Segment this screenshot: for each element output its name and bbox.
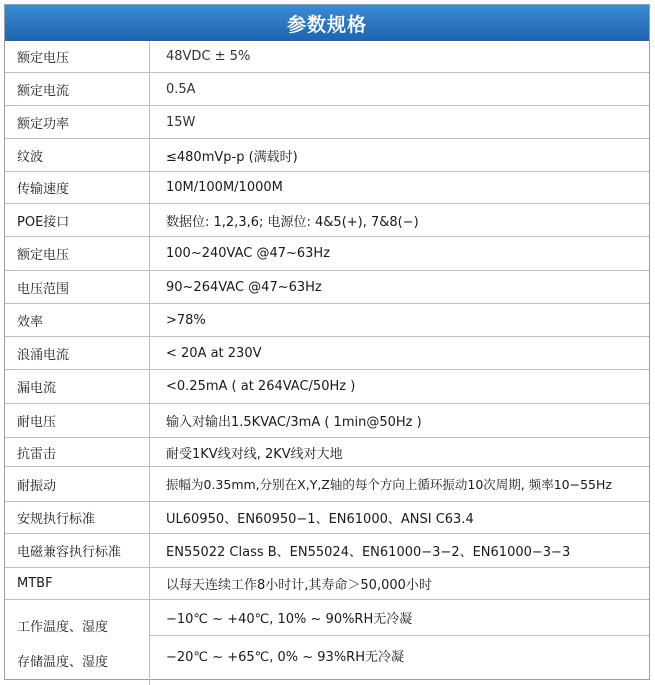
operating-env-value: −10℃ ~ +40℃, 10% ~ 90%RH无冷凝	[150, 600, 649, 636]
table-row	[5, 568, 649, 600]
row-value: 90~264VAC @47~63Hz	[166, 279, 322, 295]
row-label: 额定电压	[5, 237, 150, 270]
table-row	[5, 106, 649, 139]
row-label: 抗雷击	[5, 438, 150, 466]
row-value: 15W	[166, 114, 196, 130]
table-row	[5, 204, 649, 237]
table-row	[5, 502, 649, 534]
operating-env-label: 工作温度、湿度	[17, 619, 109, 635]
row-label: 效率	[5, 304, 150, 336]
row-label: 传输速度	[5, 172, 150, 203]
table-title: 参数规格	[286, 13, 367, 36]
row-value: ≤480mVp-p (满载时)	[166, 149, 298, 165]
row-value: 100~240VAC @47~63Hz	[166, 246, 331, 261]
row-label: 纹波	[5, 139, 150, 171]
row-value: <0.25mA ( at 264VAC/50Hz )	[166, 379, 356, 394]
row-value: < 20A at 230V	[166, 345, 262, 361]
table-row	[5, 271, 649, 304]
row-label: 额定功率	[5, 106, 150, 138]
spec-table	[5, 41, 649, 685]
row-value: 以每天连续工作8小时计,其寿命＞50,000小时	[166, 578, 432, 593]
table-row	[5, 404, 649, 438]
row-label: 浪涌电流	[5, 337, 150, 369]
table-row-environment	[5, 600, 649, 685]
row-value: 耐受1KV线对线, 2KV线对大地	[166, 446, 343, 462]
row-value: 输入对输出1.5KVAC/3mA ( 1min@50Hz )	[166, 415, 422, 430]
table-row	[5, 73, 649, 106]
row-label: 电压范围	[5, 271, 150, 303]
table-row	[5, 337, 649, 370]
row-label: POE接口	[5, 204, 150, 236]
row-label: 电磁兼容执行标准	[5, 534, 150, 567]
table-row	[5, 304, 649, 337]
storage-env-label: 存储温度、湿度	[17, 654, 109, 670]
row-label: MTBF	[5, 568, 150, 599]
row-value: 振幅为0.35mm,分别在X,Y,Z轴的每个方向上循环振动10次周期, 频率10−55Hz	[166, 477, 612, 492]
row-value: 10M/100M/1000M	[166, 180, 283, 195]
row-value: 0.5A	[166, 81, 196, 97]
table-row	[5, 467, 649, 502]
storage-env-value: −20℃ ~ +65℃, 0% ~ 93%RH无冷凝	[166, 650, 404, 665]
row-label: 额定电压	[5, 41, 150, 72]
row-value: UL60950、EN60950−1、EN61000、ANSI C63.4	[166, 512, 474, 527]
table-row	[5, 237, 649, 271]
table-row	[5, 172, 649, 204]
table-row	[5, 534, 649, 568]
row-value: EN55022 Class B、EN55024、EN61000−3−2、EN61000−3−3	[166, 545, 571, 560]
row-label-group	[5, 600, 150, 685]
row-value-group	[150, 600, 649, 685]
row-label: 耐电压	[5, 404, 150, 437]
row-label: 额定电流	[5, 73, 150, 105]
table-row	[5, 139, 649, 172]
row-value: 48VDC ± 5%	[166, 49, 251, 64]
table-row	[5, 370, 649, 404]
table-header	[5, 5, 649, 41]
row-label: 安规执行标准	[5, 502, 150, 533]
table-row	[5, 41, 649, 73]
row-value: >78%	[166, 312, 206, 328]
row-label: 漏电流	[5, 370, 150, 403]
table-row	[5, 438, 649, 467]
row-value: 数据位: 1,2,3,6; 电源位: 4&5(+), 7&8(−)	[166, 214, 419, 230]
row-label: 耐振动	[5, 467, 150, 501]
